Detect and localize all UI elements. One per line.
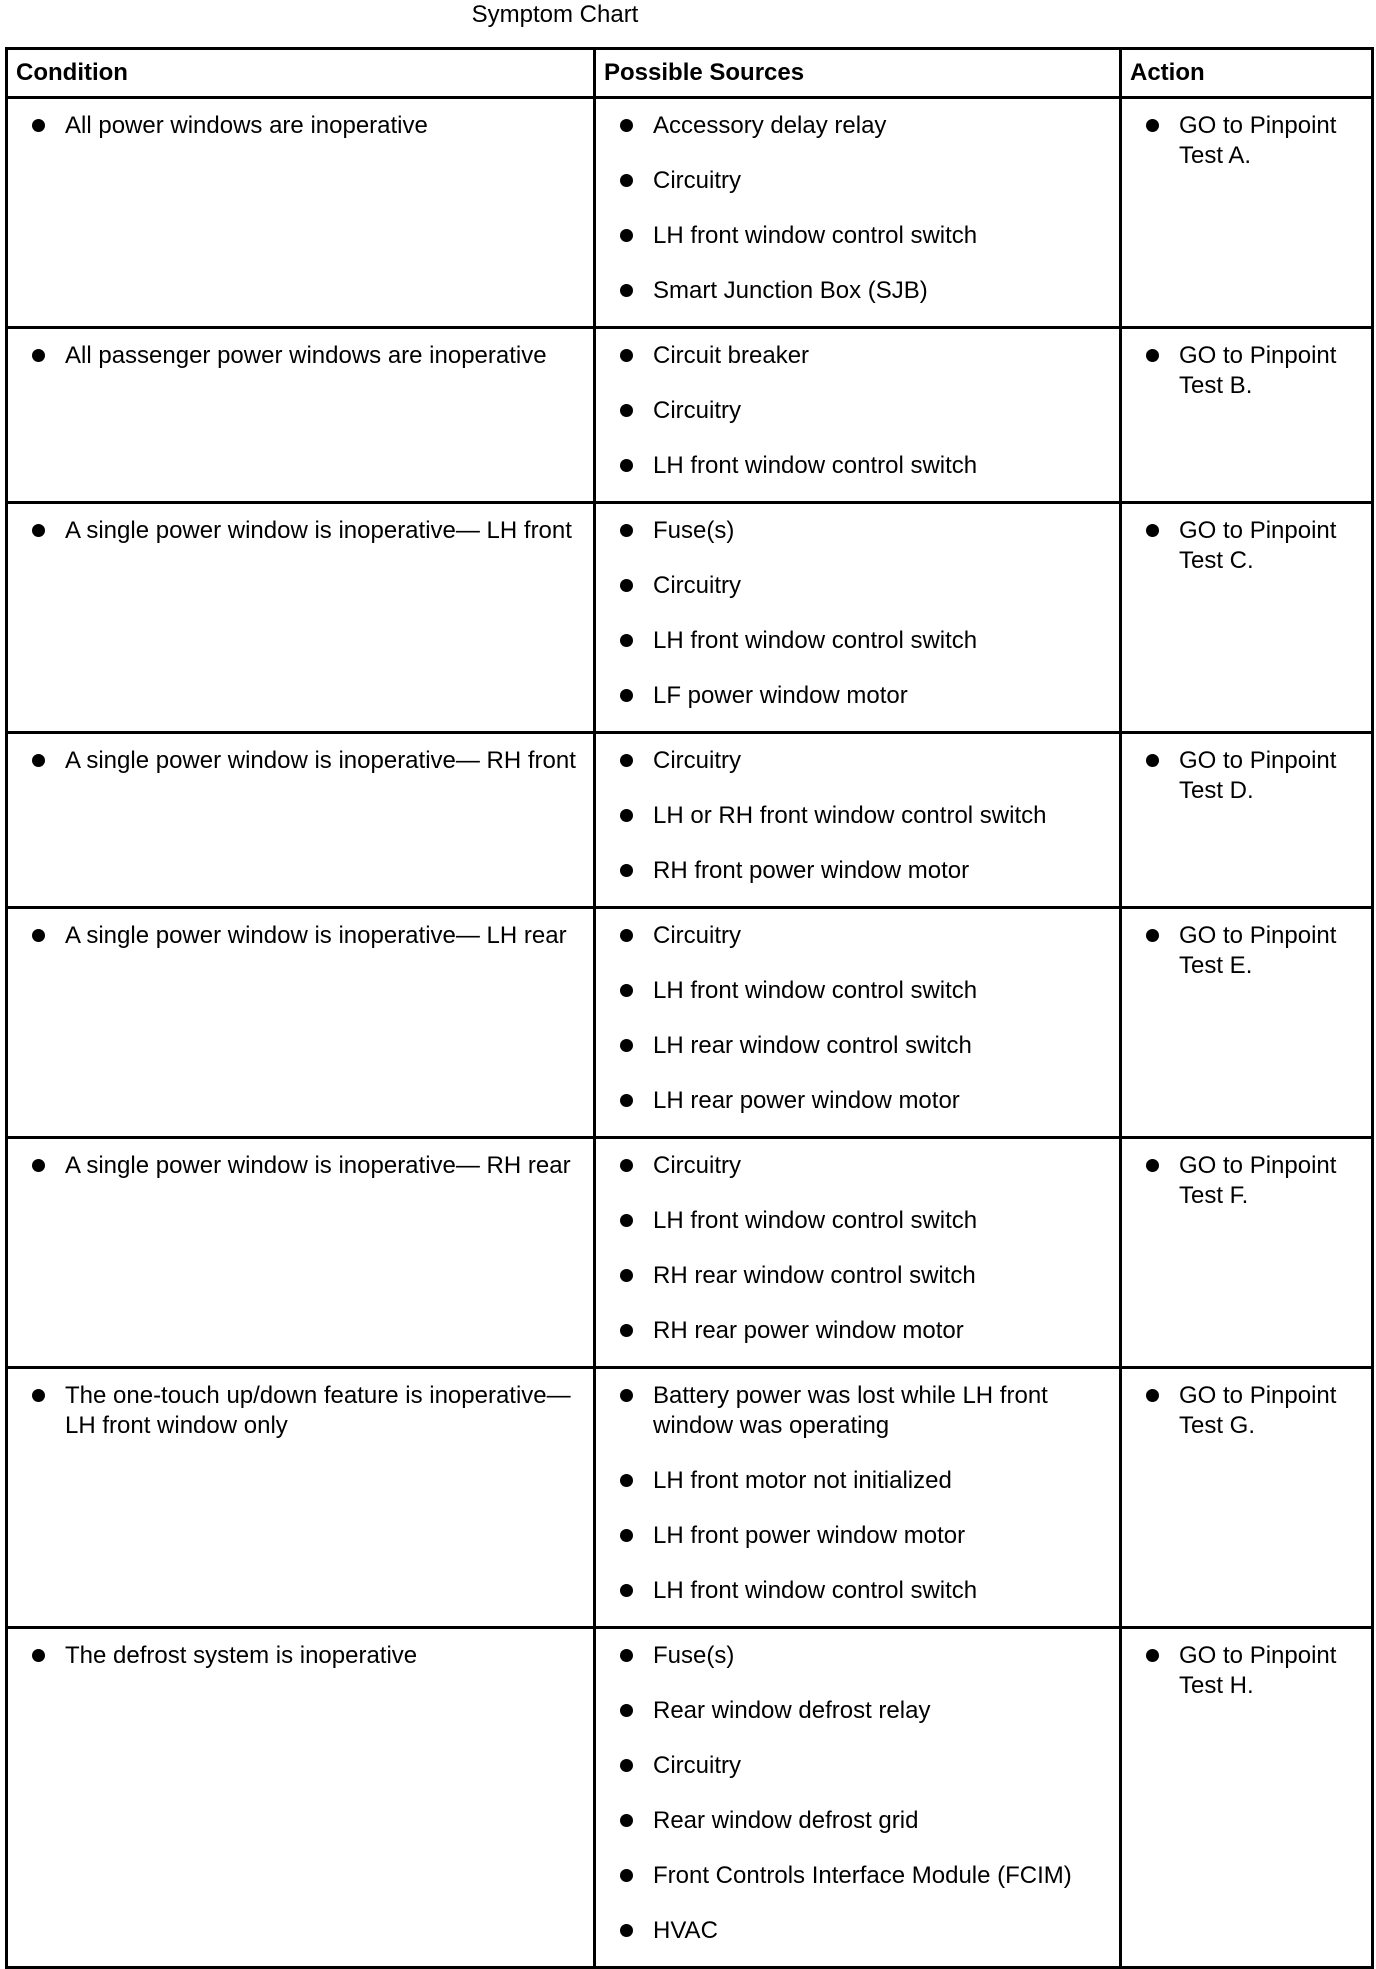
list-item — [1122, 516, 1371, 576]
list-item-text: HVAC — [653, 1917, 718, 1944]
list-item-text: Circuitry — [653, 922, 741, 949]
table-row — [7, 98, 1373, 328]
bullet-icon — [620, 864, 633, 877]
list-item — [1122, 746, 1371, 806]
list-item-text: GO to Pinpoint Test B. — [1179, 342, 1337, 399]
list-item-text: LH front window control switch — [653, 222, 978, 249]
list-item — [596, 856, 1119, 886]
bullet-icon — [32, 1649, 45, 1662]
list-item-text: Circuitry — [653, 1752, 741, 1779]
list-item — [1122, 341, 1371, 401]
table-row — [7, 908, 1373, 1138]
possible-sources-header: Possible Sources — [595, 49, 1121, 98]
action-cell-list — [1122, 1139, 1371, 1231]
bullet-icon — [620, 1649, 633, 1662]
list-item-text: GO to Pinpoint Test C. — [1179, 517, 1337, 574]
list-item — [596, 1751, 1119, 1781]
list-item-text: Rear window defrost relay — [653, 1697, 931, 1724]
list-item — [596, 801, 1119, 831]
bullet-icon — [620, 174, 633, 187]
list-item — [596, 221, 1119, 251]
bullet-icon — [620, 1924, 633, 1937]
list-item — [8, 921, 593, 951]
condition-cell-list — [8, 1369, 593, 1461]
list-item — [596, 111, 1119, 141]
condition-cell-list — [8, 99, 593, 161]
list-item — [596, 1086, 1119, 1116]
possible-sources-cell-list — [596, 1139, 1119, 1366]
condition-cell-list — [8, 1139, 593, 1201]
list-item — [596, 166, 1119, 196]
possible-sources-cell-list — [596, 909, 1119, 1136]
list-item-text: Fuse(s) — [653, 1642, 735, 1669]
possible-sources-cell — [595, 1368, 1121, 1628]
bullet-icon — [620, 634, 633, 647]
list-item-text: LH front motor not initialized — [653, 1467, 952, 1494]
list-item — [596, 571, 1119, 601]
list-item — [596, 626, 1119, 656]
symptom-table — [5, 47, 1374, 1969]
list-item — [596, 1466, 1119, 1496]
bullet-icon — [1146, 119, 1159, 132]
action-cell — [1121, 328, 1373, 503]
bullet-icon — [1146, 1649, 1159, 1662]
condition-cell-list — [8, 329, 593, 391]
list-item-text: RH front power window motor — [653, 857, 970, 884]
bullet-icon — [620, 1814, 633, 1827]
list-item — [596, 1521, 1119, 1551]
list-item-text: RH rear window control switch — [653, 1262, 976, 1289]
list-item — [596, 1806, 1119, 1836]
list-item — [1122, 111, 1371, 171]
list-item — [596, 1381, 1119, 1441]
list-item — [596, 1576, 1119, 1606]
condition-cell-list — [8, 734, 593, 796]
bullet-icon — [620, 1324, 633, 1337]
list-item — [596, 516, 1119, 546]
bullet-icon — [1146, 1389, 1159, 1402]
possible-sources-cell — [595, 1628, 1121, 1968]
list-item — [8, 341, 593, 371]
list-item — [1122, 1641, 1371, 1701]
list-item — [596, 451, 1119, 481]
bullet-icon — [32, 1389, 45, 1402]
bullet-icon — [620, 1759, 633, 1772]
list-item — [596, 1696, 1119, 1726]
possible-sources-cell — [595, 1138, 1121, 1368]
bullet-icon — [1146, 754, 1159, 767]
list-item — [596, 1316, 1119, 1346]
possible-sources-cell — [595, 503, 1121, 733]
condition-cell-list — [8, 909, 593, 971]
bullet-icon — [620, 459, 633, 472]
table-row — [7, 328, 1373, 503]
list-item-text: Smart Junction Box (SJB) — [653, 277, 928, 304]
list-item — [596, 681, 1119, 711]
list-item-text: Circuitry — [653, 572, 741, 599]
bullet-icon — [620, 1389, 633, 1402]
condition-cell — [7, 503, 595, 733]
action-cell-list — [1122, 504, 1371, 596]
list-item-text: A single power window is inoperative— LH rear — [65, 922, 567, 949]
condition-cell-list — [8, 504, 593, 566]
condition-cell — [7, 328, 595, 503]
list-item — [596, 1641, 1119, 1671]
bullet-icon — [32, 754, 45, 767]
list-item — [596, 976, 1119, 1006]
table-row — [7, 503, 1373, 733]
action-cell — [1121, 98, 1373, 328]
bullet-icon — [620, 754, 633, 767]
bullet-icon — [32, 524, 45, 537]
possible-sources-cell-list — [596, 734, 1119, 906]
bullet-icon — [620, 119, 633, 132]
list-item-text: A single power window is inoperative— RH rear — [65, 1152, 571, 1179]
condition-cell-list — [8, 1629, 593, 1691]
list-item-text: LH rear power window motor — [653, 1087, 960, 1114]
bullet-icon — [32, 929, 45, 942]
list-item — [8, 1381, 593, 1441]
list-item-text: Circuit breaker — [653, 342, 810, 369]
bullet-icon — [620, 1474, 633, 1487]
list-item — [596, 1916, 1119, 1946]
list-item — [596, 341, 1119, 371]
list-item-text: LH front window control switch — [653, 977, 978, 1004]
bullet-icon — [620, 929, 633, 942]
possible-sources-cell-list — [596, 1629, 1119, 1966]
possible-sources-cell-list — [596, 504, 1119, 731]
list-item-text: Circuitry — [653, 1152, 741, 1179]
list-item-text: LH front power window motor — [653, 1522, 966, 1549]
list-item — [1122, 921, 1371, 981]
action-cell — [1121, 733, 1373, 908]
bullet-icon — [620, 1869, 633, 1882]
condition-cell — [7, 1138, 595, 1368]
list-item-text: A single power window is inoperative— RH front — [65, 747, 576, 774]
possible-sources-cell — [595, 328, 1121, 503]
bullet-icon — [620, 1214, 633, 1227]
list-item-text: Battery power was lost while LH front window was operating — [653, 1382, 1048, 1439]
action-cell — [1121, 908, 1373, 1138]
possible-sources-cell-list — [596, 1369, 1119, 1626]
header-row — [7, 49, 1373, 98]
bullet-icon — [620, 229, 633, 242]
list-item-text: GO to Pinpoint Test F. — [1179, 1152, 1337, 1209]
list-item-text: GO to Pinpoint Test G. — [1179, 1382, 1337, 1439]
possible-sources-cell — [595, 733, 1121, 908]
table-row — [7, 733, 1373, 908]
list-item-text: RH rear power window motor — [653, 1317, 964, 1344]
list-item — [1122, 1381, 1371, 1441]
possible-sources-cell — [595, 908, 1121, 1138]
list-item-text: Fuse(s) — [653, 517, 735, 544]
action-cell — [1121, 1628, 1373, 1968]
bullet-icon — [1146, 929, 1159, 942]
list-item — [8, 516, 593, 546]
condition-cell — [7, 908, 595, 1138]
bullet-icon — [620, 524, 633, 537]
chart-title: Symptom Chart — [471, 1, 639, 28]
possible-sources-cell-list — [596, 329, 1119, 501]
list-item — [596, 1151, 1119, 1181]
bullet-icon — [32, 119, 45, 132]
list-item-text: Rear window defrost grid — [653, 1807, 919, 1834]
action-cell — [1121, 1368, 1373, 1628]
list-item — [1122, 1151, 1371, 1211]
action-cell-list — [1122, 1629, 1371, 1721]
bullet-icon — [620, 1269, 633, 1282]
list-item-text: GO to Pinpoint Test H. — [1179, 1642, 1337, 1699]
possible-sources-cell — [595, 98, 1121, 328]
list-item-text: GO to Pinpoint Test A. — [1179, 112, 1337, 169]
action-cell — [1121, 503, 1373, 733]
bullet-icon — [620, 349, 633, 362]
list-item-text: LH rear window control switch — [653, 1032, 972, 1059]
bullet-icon — [620, 1159, 633, 1172]
list-item — [8, 1641, 593, 1671]
list-item-text: Circuitry — [653, 747, 741, 774]
list-item-text: Circuitry — [653, 167, 741, 194]
list-item-text: LF power window motor — [653, 682, 908, 709]
list-item — [8, 1151, 593, 1181]
list-item-text: The one-touch up/down feature is inoperative— LH front window only — [65, 1382, 571, 1439]
table-row — [7, 1138, 1373, 1368]
table-row — [7, 1628, 1373, 1968]
bullet-icon — [620, 1039, 633, 1052]
bullet-icon — [620, 1094, 633, 1107]
bullet-icon — [620, 1584, 633, 1597]
condition-cell — [7, 1628, 595, 1968]
list-item-text: LH front window control switch — [653, 1207, 978, 1234]
bullet-icon — [620, 689, 633, 702]
list-item-text: LH or RH front window control switch — [653, 802, 1047, 829]
bullet-icon — [1146, 524, 1159, 537]
bullet-icon — [32, 349, 45, 362]
bullet-icon — [620, 404, 633, 417]
list-item-text: The defrost system is inoperative — [65, 1642, 418, 1669]
action-cell-list — [1122, 1369, 1371, 1461]
list-item-text: Circuitry — [653, 397, 741, 424]
list-item — [596, 396, 1119, 426]
bullet-icon — [620, 984, 633, 997]
list-item — [596, 276, 1119, 306]
list-item — [596, 921, 1119, 951]
list-item-text: All power windows are inoperative — [65, 112, 428, 139]
list-item-text: LH front window control switch — [653, 627, 978, 654]
action-cell-list — [1122, 329, 1371, 421]
condition-header: Condition — [7, 49, 595, 98]
list-item — [596, 746, 1119, 776]
table-body — [7, 98, 1373, 1968]
action-cell-list — [1122, 99, 1371, 191]
list-item — [596, 1861, 1119, 1891]
condition-cell — [7, 733, 595, 908]
list-item-text: LH front window control switch — [653, 1577, 978, 1604]
list-item-text: Front Controls Interface Module (FCIM) — [653, 1862, 1072, 1889]
bullet-icon — [620, 1704, 633, 1717]
bullet-icon — [1146, 349, 1159, 362]
list-item — [596, 1031, 1119, 1061]
action-cell — [1121, 1138, 1373, 1368]
list-item-text: LH front window control switch — [653, 452, 978, 479]
list-item-text: GO to Pinpoint Test E. — [1179, 922, 1337, 979]
list-item-text: GO to Pinpoint Test D. — [1179, 747, 1337, 804]
list-item — [596, 1206, 1119, 1236]
list-item — [8, 111, 593, 141]
condition-cell — [7, 1368, 595, 1628]
list-item-text: Accessory delay relay — [653, 112, 887, 139]
bullet-icon — [620, 284, 633, 297]
action-header: Action — [1121, 49, 1373, 98]
action-cell-list — [1122, 734, 1371, 826]
bullet-icon — [620, 1529, 633, 1542]
list-item-text: All passenger power windows are inoperative — [65, 342, 547, 369]
list-item-text: A single power window is inoperative— LH front — [65, 517, 572, 544]
bullet-icon — [620, 579, 633, 592]
bullet-icon — [1146, 1159, 1159, 1172]
bullet-icon — [32, 1159, 45, 1172]
list-item — [596, 1261, 1119, 1291]
table-row — [7, 1368, 1373, 1628]
condition-cell — [7, 98, 595, 328]
action-cell-list — [1122, 909, 1371, 1001]
bullet-icon — [620, 809, 633, 822]
possible-sources-cell-list — [596, 99, 1119, 326]
list-item — [8, 746, 593, 776]
